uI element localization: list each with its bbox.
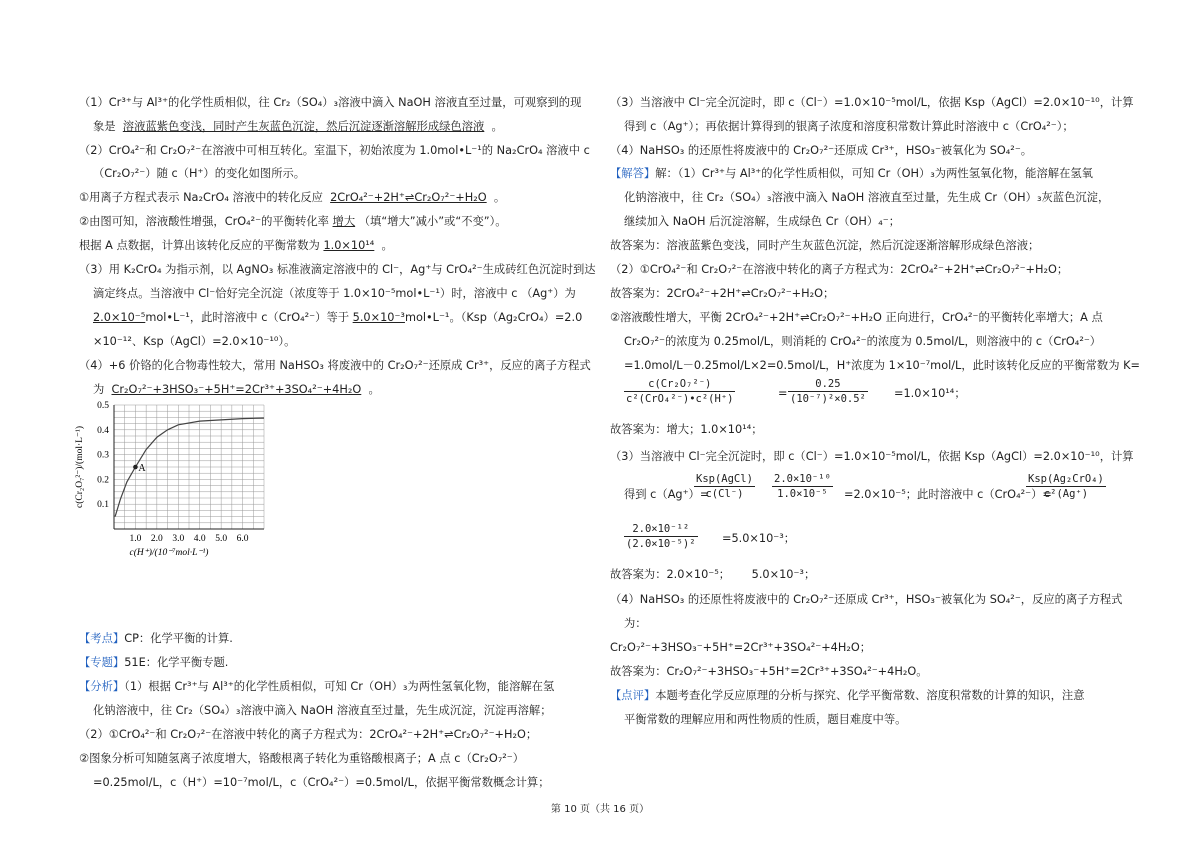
y-tick-label: 0.5: [97, 401, 109, 411]
q1-line2: 象是 溶液蓝紫色变浅，同时产生灰蓝色沉淀，然后沉淀逐渐溶解形成绿色溶液 。: [93, 120, 503, 133]
x-tick-label: 3.0: [172, 534, 185, 544]
fraction-k-den: c²(CrO₄²⁻)•c²(H⁺): [626, 393, 734, 405]
fraction-cro4-ksp-num: Ksp(Ag₂CrO₄): [1028, 473, 1104, 485]
jieda-line16: Cr₂O₇²⁻+3HSO₃⁻+5H⁺=2Cr³⁺+3SO₄²⁻+4H₂O；: [610, 641, 872, 654]
q2-sub2: ②由图可知，溶液酸性增强，CrO₄²⁻的平衡转化率 增大 （填“增大”减小”或“不变”）。: [79, 215, 507, 228]
q3-line1: （3）用 K₂CrO₄ 为指示剂，以 AgNO₃ 标准液滴定溶液中的 Cl⁻，Ag⁺与 CrO₄²⁻生成砖红色沉淀时到达: [79, 263, 596, 276]
y-tick-label: 0.2: [97, 475, 109, 486]
fraction-k-value: [788, 377, 868, 406]
jieda-line2: 化钠溶液中，往 Cr₂（SO₄）₃溶液中滴入 NaOH 溶液直至过量，先生成 Cr（OH）₃灰蓝色沉淀，: [624, 191, 1110, 204]
q3-answer-1: 2.0×10⁻⁵: [93, 311, 146, 324]
jieda-line13: 故答案为：2.0×10⁻⁵； 5.0×10⁻³；: [610, 568, 816, 581]
q2-line1: （2）CrO₄²⁻和 Cr₂O₇²⁻在溶液中可相互转化。室温下，初始浓度为 1.0mol•L⁻¹的 Na₂CrO₄ 溶液中 c: [79, 144, 590, 157]
y-tick-label: 0.4: [97, 425, 109, 436]
kaodian-tag: 【考点】: [79, 632, 125, 645]
fraction-cro4-value: [624, 522, 698, 551]
fraction-ag-ksp: [694, 472, 755, 501]
jieda-line5: （2）①CrO₄²⁻和 Cr₂O₇²⁻在溶液中转化的离子方程式为：2CrO₄²⁻+2H⁺⇌Cr₂O₇²⁻+H₂O；: [610, 263, 1069, 276]
y-tick-label: 0.3: [97, 450, 109, 461]
q2-sub3: 根据 A 点数据，计算出该转化反应的平衡常数为 1.0×10¹⁴ 。: [79, 239, 393, 252]
fenxi-tag: 【分析】: [79, 680, 125, 693]
fenxi-line3: （2）①CrO₄²⁻和 Cr₂O₇²⁻在溶液中转化的离子方程式为：2CrO₄²⁻+2H⁺⇌Cr₂O₇²⁻+H₂O；: [79, 728, 538, 741]
q3-line4: ×10⁻¹²、Ksp（AgCl）=2.0×10⁻¹⁰）。: [93, 335, 296, 348]
y-axis-label: c(Cr₂O₇²⁻)/(mol·L⁻¹): [75, 426, 85, 508]
fraction-ag-ksp-den: c(Cl⁻): [694, 486, 755, 501]
q2-sub1: ①用离子方程式表示 Na₂CrO₄ 溶液中的转化反应 2CrO₄²⁻+2H⁺⇌Cr₂O₇²⁻+H₂O 。: [79, 191, 506, 204]
k-result: =1.0×10¹⁴；: [894, 387, 966, 400]
jieda-line9: =1.0mol/L－0.25mol/L×2=0.5mol/L，H⁺浓度为 1×10⁻⁷mol/L，此时该转化反应的平衡常数为 K=: [624, 359, 1140, 372]
q4-line2: 为 Cr₂O₇²⁻+3HSO₃⁻+5H⁺=2Cr³⁺+3SO₄²⁻+4H₂O 。: [93, 383, 380, 396]
q4-answer: Cr₂O₇²⁻+3HSO₃⁻+5H⁺=2Cr³⁺+3SO₄²⁻+4H₂O: [111, 383, 362, 396]
fenxi-line2: 化钠溶液中，往 Cr₂（SO₄）₃溶液中滴入 NaOH 溶液直至过量，先生成沉淀，沉淀再溶解；: [93, 704, 552, 717]
fraction-k-value-num: 0.25: [815, 378, 841, 390]
fenxi-line6: （3）当溶液中 Cl⁻完全沉淀时，即 c（Cl⁻）=1.0×10⁻⁵mol/L，依据 Ksp（AgCl）=2.0×10⁻¹⁰，计算: [610, 96, 1134, 109]
jieda-line12: 得到 c（Ag⁺）=: [624, 488, 710, 501]
q2-line2: （Cr₂O₇²⁻）随 c（H⁺）的变化如图所示。: [93, 167, 306, 180]
jieda-line3: 继续加入 NaOH 后沉淀溶解，生成绿色 Cr（OH）₄⁻；: [624, 215, 900, 228]
x-tick-label: 5.0: [215, 534, 228, 544]
fraction-k-expr: [624, 377, 735, 406]
q1-answer: 溶液蓝紫色变浅，同时产生灰蓝色沉淀，然后沉淀逐渐溶解形成绿色溶液: [122, 120, 485, 133]
concentration-chart: [66, 396, 276, 576]
x-tick-label: 6.0: [236, 534, 249, 544]
zhuanti: 【专题】51E：化学平衡专题.: [79, 656, 229, 669]
fraction-cro4-ksp-den: c²(Ag⁺): [1026, 486, 1106, 501]
q1-line1: （1）Cr³⁺与 Al³⁺的化学性质相似，往 Cr₂（SO₄）₃溶液中滴入 NaOH 溶液直至过量，可观察到的现: [79, 96, 582, 109]
fenxi-line4: ②图象分析可知随氢离子浓度增大，铬酸根离子转化为重铬酸根离子；A 点 c（Cr₂O₇²⁻）: [79, 752, 525, 765]
jieda-line11: （3）当溶液中 Cl⁻完全沉淀时，即 c（Cl⁻）=1.0×10⁻⁵mol/L，依据 Ksp（AgCl）=2.0×10⁻¹⁰，计算: [610, 450, 1134, 463]
fenxi-line8: （4）NaHSO₃ 的还原性将废液中的 Cr₂O₇²⁻还原成 Cr³⁺，HSO₃⁻被氧化为 SO₄²⁻。: [610, 144, 1033, 157]
q3-answer-2: 5.0×10⁻³: [352, 311, 405, 324]
x-tick-label: 2.0: [150, 534, 163, 544]
fraction-cro4-value-den: (2.0×10⁻⁵)²: [626, 538, 696, 550]
jieda-line14: （4）NaHSO₃ 的还原性将废液中的 Cr₂O₇²⁻还原成 Cr³⁺，HSO₃⁻被氧化为 SO₄²⁻，反应的离子方程式: [610, 593, 1123, 606]
fraction-ag-value: [772, 472, 833, 501]
fraction-k-num: c(Cr₂O₇²⁻): [648, 378, 712, 390]
dianping-line2: 平衡常数的理解应用和两性物质的性质，题目难度中等。: [624, 713, 907, 726]
q3-line2: 滴定终点。当溶液中 Cl⁻恰好完全沉淀（浓度等于 1.0×10⁻⁵mol•L⁻¹）时，溶液中 c （Ag⁺）为: [93, 287, 576, 300]
jieda-line7: ②溶液酸性增大，平衡 2CrO₄²⁻+2H⁺⇌Cr₂O₇²⁻+H₂O 正向进行，CrO₄²⁻的平衡转化率增大；A 点: [610, 311, 1103, 324]
fraction-k-value-den: (10⁻⁷)²×0.5²: [790, 393, 866, 405]
chart-ticks: [97, 401, 249, 544]
equals-sign: =: [778, 387, 788, 400]
fraction-ag-value-num: 2.0×10⁻¹⁰: [774, 473, 831, 485]
jieda-line15: 为：: [624, 617, 647, 630]
dianping-tag: 【点评】: [610, 689, 656, 702]
q4-line1: （4）+6 价铬的化合物毒性较大，常用 NaHSO₃ 将废液中的 Cr₂O₇²⁻还原成 Cr³⁺，反应的离子方程式: [79, 359, 591, 372]
jieda-line4: 故答案为：溶液蓝紫色变浅，同时产生灰蓝色沉淀，然后沉淀逐渐溶解形成绿色溶液；: [610, 239, 1040, 252]
kaodian: 【考点】CP：化学平衡的计算.: [79, 632, 233, 645]
fraction-ag-value-den: 1.0×10⁻⁵: [772, 486, 833, 501]
jieda-line10: 故答案为：增大；1.0×10¹⁴；: [610, 423, 763, 436]
fraction-cro4-ksp: [1026, 472, 1106, 501]
jieda-tag: 【解答】: [610, 167, 656, 180]
cro4-result: =5.0×10⁻³；: [722, 532, 796, 545]
q3-line3: 2.0×10⁻⁵mol•L⁻¹，此时溶液中 c（CrO₄²⁻）等于 5.0×10⁻³mol•L⁻¹。（Ksp（Ag₂CrO₄）=2.0: [93, 311, 583, 324]
fraction-cro4-value-num: 2.0×10⁻¹²: [632, 523, 690, 535]
fenxi-line1: 【分析】（1）根据 Cr³⁺与 Al³⁺的化学性质相似，可知 Cr（OH）₃为两性氢氧化物，能溶解在氢: [79, 680, 555, 693]
zhuanti-tag: 【专题】: [79, 656, 125, 669]
dianping-line1: 【点评】本题考查化学反应原理的分析与探究、化学平衡常数、溶度积常数的计算的知识，注意: [610, 689, 1085, 702]
x-axis-label: c(H⁺)/(10⁻⁷mol·L⁻¹): [129, 548, 209, 558]
x-tick-label: 4.0: [193, 534, 206, 544]
page-footer: 第 10 页（共 16 页）: [550, 804, 650, 815]
jieda-line1: 【解答】解：（1）Cr³⁺与 Al³⁺的化学性质相似，可知 Cr（OH）₃为两性氢氧化物，能溶解在氢氧: [610, 167, 1093, 180]
fenxi-line7: 得到 c（Ag⁺）；再依据计算得到的银离子浓度和溶度积常数计算此时溶液中 c（CrO₄²⁻）；: [624, 120, 1074, 133]
fenxi-line5: =0.25mol/L，c（H⁺）=10⁻⁷mol/L，c（CrO₄²⁻）=0.5mol/L，依据平衡常数概念计算；: [93, 776, 550, 789]
point-a-label: A: [138, 463, 146, 474]
jieda-line6: 故答案为：2CrO₄²⁻+2H⁺⇌Cr₂O₇²⁻+H₂O；: [610, 287, 835, 300]
jieda-line8: Cr₂O₇²⁻的浓度为 0.25mol/L，则消耗的 CrO₄²⁻的浓度为 0.5mol/L，则溶液中的 c（CrO₄²⁻）: [624, 335, 1102, 348]
q2-answer-1: 2CrO₄²⁻+2H⁺⇌Cr₂O₇²⁻+H₂O: [330, 191, 487, 204]
q2-answer-3: 1.0×10¹⁴: [323, 239, 375, 252]
q2-answer-2: 增大: [332, 215, 356, 228]
jieda-line17: 故答案为：Cr₂O₇²⁻+3HSO₃⁻+5H⁺=2Cr³⁺+3SO₄²⁻+4H₂O。: [610, 665, 928, 678]
x-tick-label: 1.0: [129, 534, 142, 544]
ag-result: =2.0×10⁻⁵；此时溶液中 c（CrO₄²⁻）=: [844, 488, 1052, 501]
point-a-marker: [133, 465, 138, 470]
fraction-ag-ksp-num: Ksp(AgCl): [696, 473, 753, 485]
y-tick-label: 0.1: [97, 500, 109, 511]
